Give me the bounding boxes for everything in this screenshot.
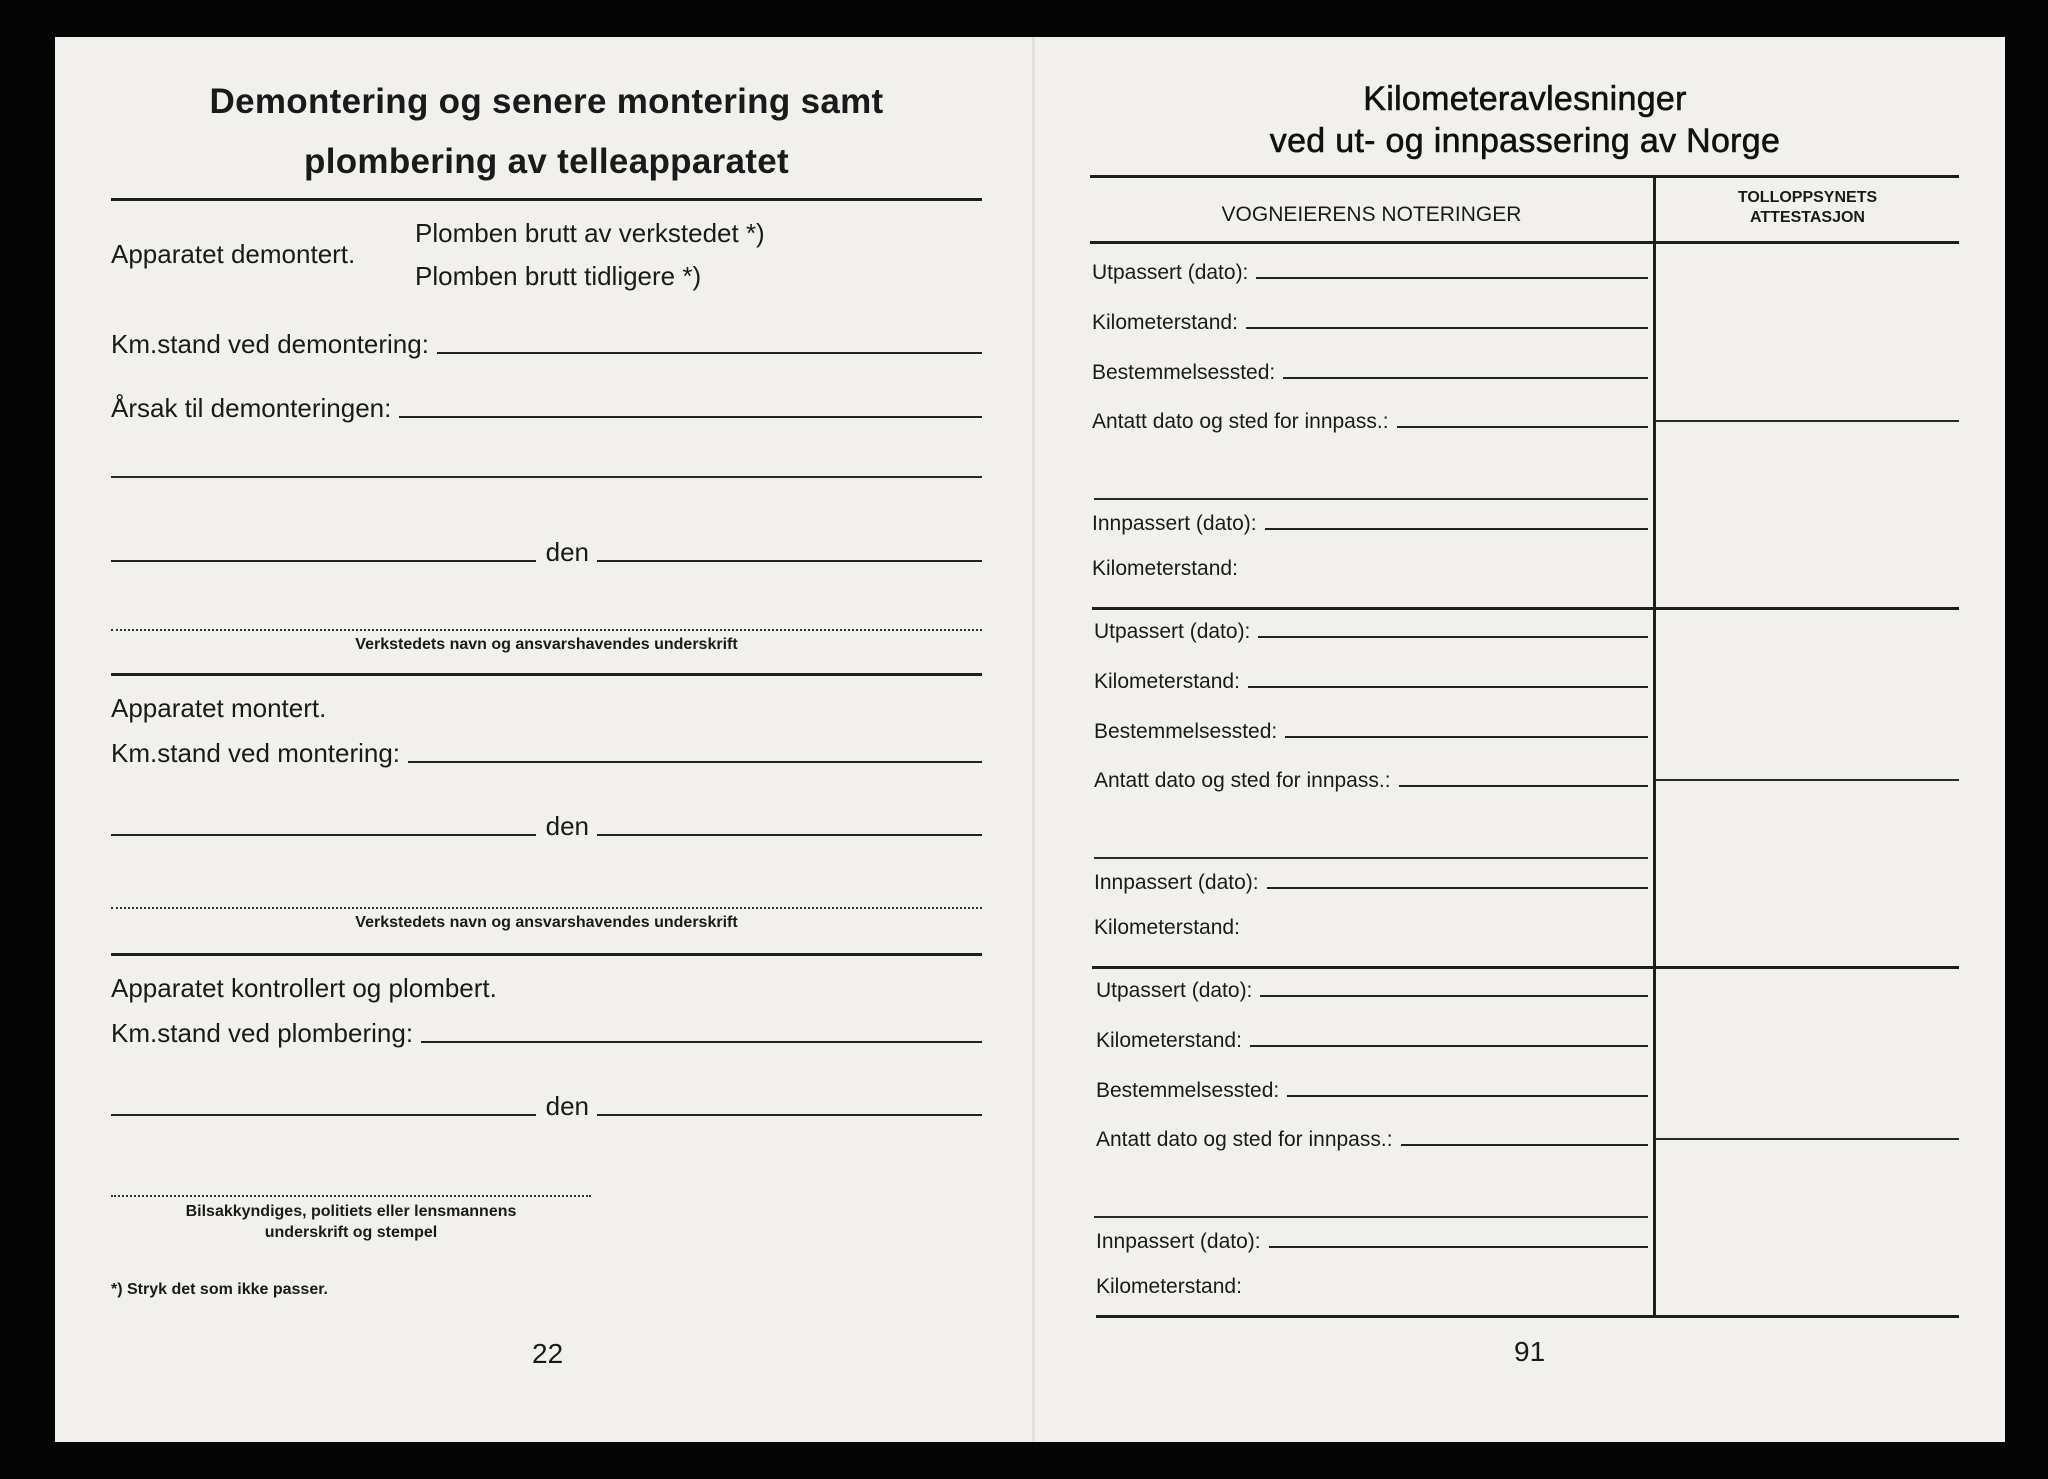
date-line[interactable] <box>597 1114 982 1116</box>
km1-field[interactable] <box>1092 305 1648 335</box>
field-label: Bestemmelsessted: <box>1094 720 1278 743</box>
date-line[interactable] <box>597 834 982 836</box>
field-label: Kilometerstand: <box>1092 311 1238 334</box>
fill-line[interactable] <box>437 352 982 354</box>
col-header-vogneierens: VOGNEIERENS NOTERINGER <box>1221 203 1522 226</box>
field-label: Innpassert (dato): <box>1092 512 1257 535</box>
bestemmelse-field[interactable] <box>1092 355 1648 385</box>
signature-line[interactable] <box>111 629 982 631</box>
field-label: Km.stand ved demontering: <box>111 329 429 359</box>
blank-line[interactable] <box>111 476 982 478</box>
fill-line[interactable] <box>1285 736 1648 738</box>
kontrollert-label: Apparatet kontrollert og plombert. <box>111 973 497 1003</box>
col-header-tolloppsynets-2: ATTESTASJON <box>1750 209 1865 226</box>
antatt-field[interactable] <box>1096 1122 1648 1152</box>
field-label: Bestemmelsessted: <box>1096 1079 1280 1102</box>
column-divider <box>1653 176 1656 1316</box>
fill-line[interactable] <box>1258 636 1648 638</box>
den-label: den <box>545 1091 589 1121</box>
km2-field[interactable] <box>1094 910 1648 940</box>
plomben-option-2[interactable]: Plomben brutt tidligere *) <box>415 261 702 291</box>
km2-field[interactable] <box>1092 551 1648 581</box>
divider <box>111 198 982 201</box>
antatt-field[interactable] <box>1092 404 1648 434</box>
footnote: *) Stryk det som ikke passer. <box>111 1281 328 1298</box>
section-divider <box>1092 966 1959 969</box>
km1-field[interactable] <box>1094 664 1648 694</box>
den-label: den <box>545 811 589 841</box>
signature-line[interactable] <box>111 907 982 909</box>
field-label: Årsak til demonteringen: <box>111 393 392 423</box>
place-date-field[interactable] <box>111 1088 982 1122</box>
field-label: Km.stand ved montering: <box>111 738 401 768</box>
fill-line[interactable] <box>1265 528 1648 530</box>
field-label: Kilometerstand: <box>1094 916 1240 939</box>
field-label: Kilometerstand: <box>1096 1275 1242 1298</box>
bestemmelse-field[interactable] <box>1096 1073 1648 1103</box>
fill-line[interactable] <box>1397 426 1648 428</box>
field-label: Km.stand ved plombering: <box>111 1018 414 1048</box>
right-title-line1: Kilometeravlesninger <box>1363 80 1687 118</box>
demontert-label: Apparatet demontert. <box>111 239 356 269</box>
page-number: 91 <box>1514 1336 1546 1367</box>
field-label: Kilometerstand: <box>1094 670 1240 693</box>
utpassert-field[interactable] <box>1094 614 1648 644</box>
place-line[interactable] <box>111 1114 536 1116</box>
blank-line[interactable] <box>1094 498 1648 500</box>
page-number: 22 <box>532 1338 564 1369</box>
attestation-line[interactable] <box>1656 1138 1959 1140</box>
km2-field[interactable] <box>1096 1269 1648 1299</box>
right-title-line2: ved ut- og innpassering av Norge <box>1269 122 1781 160</box>
fill-line[interactable] <box>1401 1144 1648 1146</box>
stamp-signature-line[interactable] <box>111 1195 591 1197</box>
fill-line[interactable] <box>1248 686 1648 688</box>
field-label: Utpassert (dato): <box>1096 979 1253 1002</box>
montert-label: Apparatet montert. <box>111 693 327 723</box>
utpassert-field[interactable] <box>1096 973 1648 1003</box>
col-header-tolloppsynets-1: TOLLOPPSYNETS <box>1737 189 1878 206</box>
fill-line[interactable] <box>408 761 982 763</box>
fill-line[interactable] <box>1267 887 1648 889</box>
blank-line[interactable] <box>1094 857 1648 859</box>
fill-line[interactable] <box>399 416 982 418</box>
arsak-field[interactable] <box>111 390 982 424</box>
innpassert-field[interactable] <box>1092 506 1648 536</box>
km-montering-field[interactable] <box>111 735 982 769</box>
place-line[interactable] <box>111 560 536 562</box>
place-line[interactable] <box>111 834 536 836</box>
field-label: Innpassert (dato): <box>1094 871 1259 894</box>
stamp-caption-line1: Bilsakkyndiges, politiets eller lensmannens <box>185 1203 517 1220</box>
place-date-field[interactable] <box>111 534 982 568</box>
plomben-option-1[interactable]: Plomben brutt av verkstedet *) <box>415 218 765 248</box>
fill-line[interactable] <box>1250 1045 1648 1047</box>
divider <box>111 953 982 956</box>
fill-line[interactable] <box>1399 785 1648 787</box>
field-label: Kilometerstand: <box>1092 557 1238 580</box>
field-label: Utpassert (dato): <box>1094 620 1251 643</box>
fill-line[interactable] <box>1269 1246 1648 1248</box>
km1-field[interactable] <box>1096 1023 1648 1053</box>
antatt-field[interactable] <box>1094 763 1648 793</box>
fill-line[interactable] <box>1287 1095 1648 1097</box>
signature-caption: Verkstedets navn og ansvarshavendes underskrift <box>355 914 738 931</box>
fill-line[interactable] <box>1283 377 1648 379</box>
km-plombering-field[interactable] <box>111 1015 982 1049</box>
fill-line[interactable] <box>421 1041 982 1043</box>
attestation-line[interactable] <box>1656 779 1959 781</box>
utpassert-field[interactable] <box>1092 255 1648 285</box>
field-label: Antatt dato og sted for innpass.: <box>1094 769 1391 792</box>
field-label: Bestemmelsessted: <box>1092 361 1276 384</box>
field-label: Utpassert (dato): <box>1092 261 1249 284</box>
field-label: Innpassert (dato): <box>1096 1230 1261 1253</box>
fill-line[interactable] <box>1260 995 1648 997</box>
table-top-rule <box>1090 175 1959 178</box>
divider <box>111 673 982 676</box>
table-bottom-rule <box>1096 1315 1959 1318</box>
place-date-field[interactable] <box>111 808 982 842</box>
attestation-line[interactable] <box>1656 420 1959 422</box>
bestemmelse-field[interactable] <box>1094 714 1648 744</box>
left-title-line1: Demontering og senere montering samt <box>209 82 884 121</box>
blank-line[interactable] <box>1094 1216 1648 1218</box>
date-line[interactable] <box>597 560 982 562</box>
page-fold <box>1032 37 1035 1442</box>
field-label: Kilometerstand: <box>1096 1029 1242 1052</box>
field-label: Antatt dato og sted for innpass.: <box>1096 1128 1393 1151</box>
innpassert-field[interactable] <box>1094 865 1648 895</box>
km-demontering-field[interactable] <box>111 326 982 360</box>
stamp-caption-line2: underskrift og stempel <box>264 1224 438 1241</box>
den-label: den <box>545 537 589 567</box>
field-label: Antatt dato og sted for innpass.: <box>1092 410 1389 433</box>
fill-line[interactable] <box>1246 327 1648 329</box>
innpassert-field[interactable] <box>1096 1224 1648 1254</box>
left-title-line2: plombering av telleapparatet <box>304 142 789 181</box>
section-divider <box>1092 607 1959 610</box>
fill-line[interactable] <box>1256 277 1648 279</box>
table-header-rule <box>1090 241 1959 244</box>
signature-caption: Verkstedets navn og ansvarshavendes underskrift <box>355 636 738 653</box>
